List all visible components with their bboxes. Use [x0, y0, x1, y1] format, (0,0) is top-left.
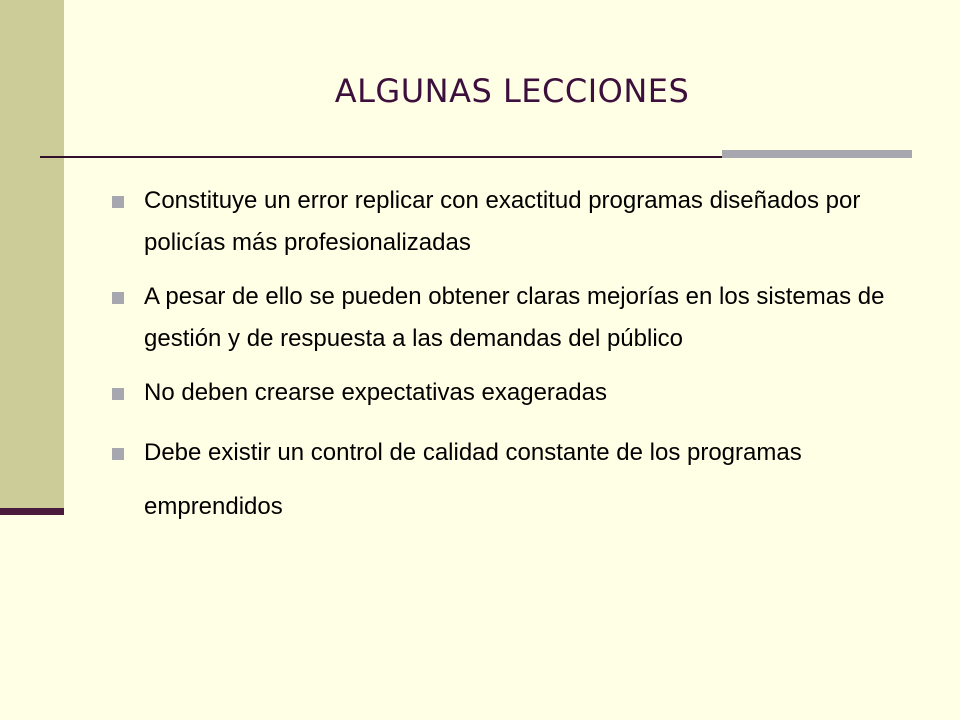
- title-divider-accent: [722, 150, 912, 158]
- bullet-list: [110, 180, 900, 534]
- bullet-item: [110, 276, 900, 360]
- bullet-text: Debe existir un control de calidad constante de los programas emprendidos: [144, 439, 802, 520]
- square-bullet-icon: [112, 388, 124, 400]
- slide-title: ALGUNAS LECCIONES: [334, 72, 690, 110]
- bullet-text: A pesar de ello se pueden obtener claras mejorías en los sistemas de gestión y de respuesta a las demandas del público: [144, 283, 885, 352]
- side-band: [0, 0, 64, 512]
- square-bullet-icon: [112, 448, 124, 460]
- bullet-text: Constituye un error replicar con exactitud programas diseñados por policías más profesionalizadas: [144, 187, 861, 256]
- bullet-item: [110, 372, 900, 414]
- bullet-item: [110, 426, 900, 534]
- bullet-item: [110, 180, 900, 264]
- square-bullet-icon: [112, 196, 124, 208]
- bullet-text: No deben crearse expectativas exageradas: [144, 379, 607, 406]
- square-bullet-icon: [112, 292, 124, 304]
- side-accent-bar: [0, 508, 64, 515]
